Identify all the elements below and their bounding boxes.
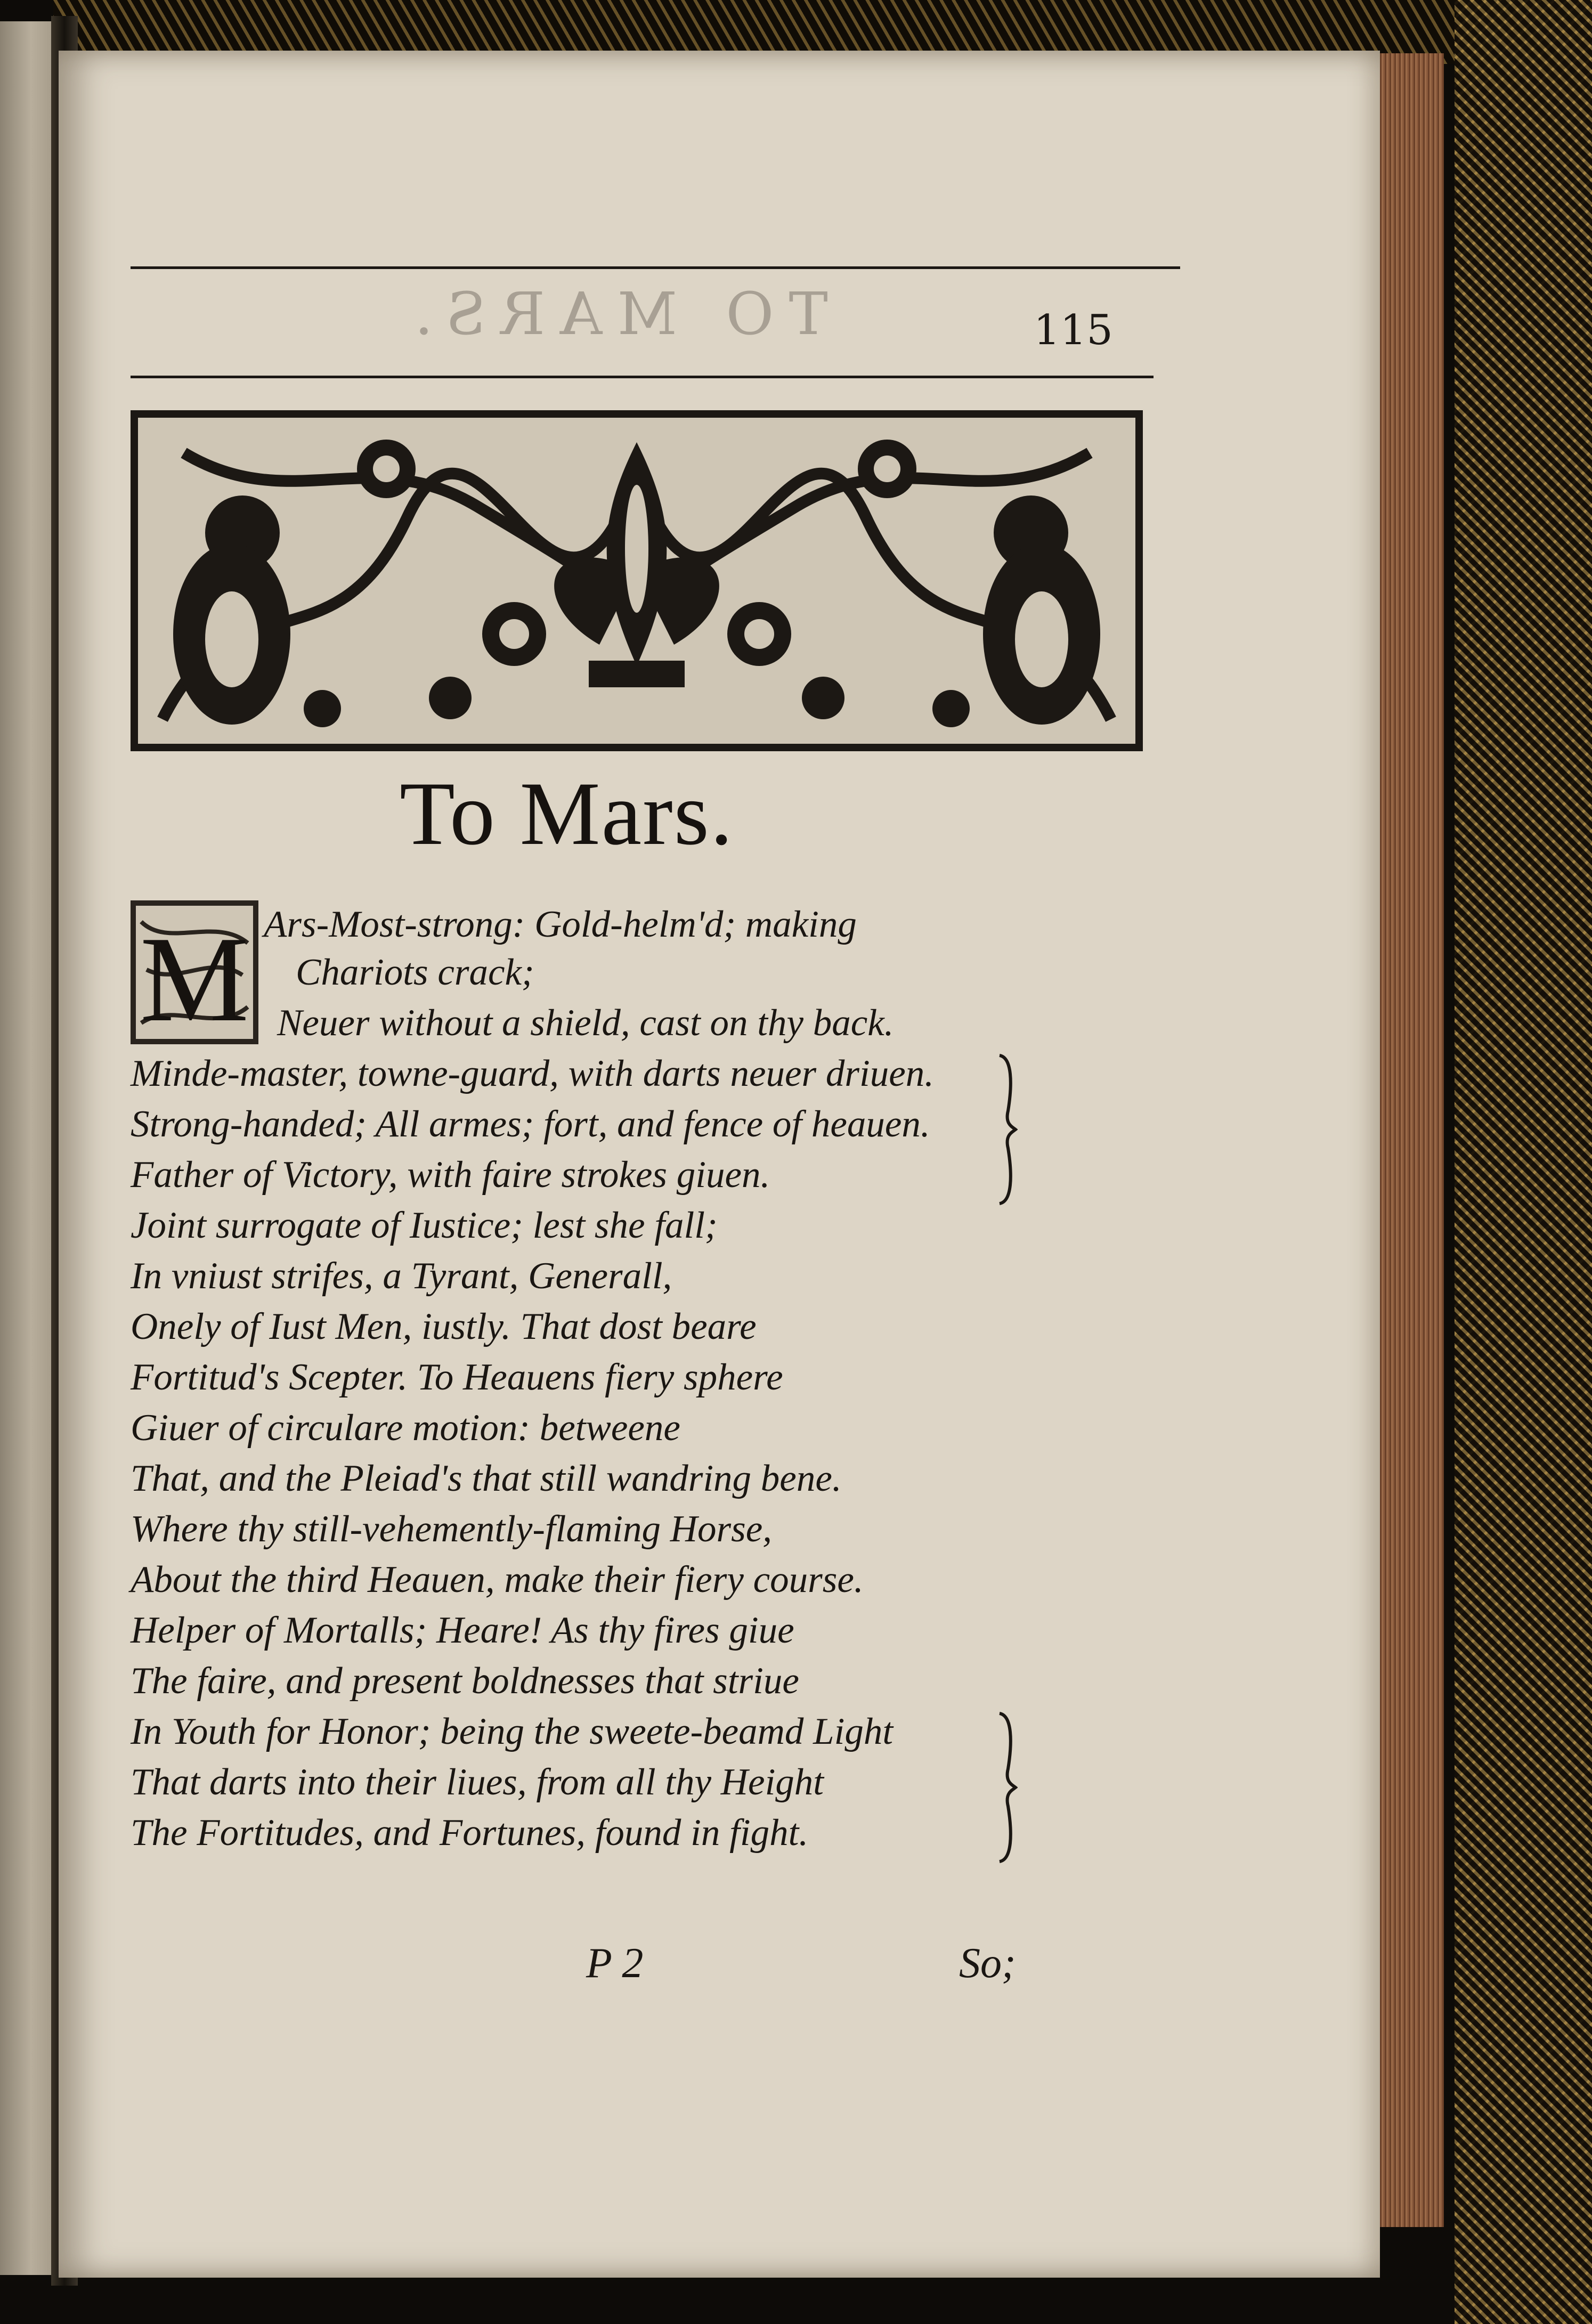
verse-line-17: In Youth for Honor; being the sweete-beamd Light — [131, 1711, 894, 1752]
triplet-brace-2 — [996, 1710, 1018, 1865]
running-head-show-through: TO MARS. — [400, 280, 828, 348]
verse-line-18: That darts into their liues, from all thy Height — [131, 1761, 824, 1803]
verse-line-13: Where thy still-vehemently-flaming Horse, — [131, 1508, 773, 1550]
verse-line-1: Ars-Most-strong: Gold-helm'd; making — [264, 904, 857, 945]
verse-line-3: Neuer without a shield, cast on thy back. — [277, 1002, 894, 1044]
head-rule — [131, 376, 1154, 378]
verse-line-8: In vniust strifes, a Tyrant, Generall, — [131, 1255, 672, 1297]
triplet-brace-1 — [996, 1052, 1018, 1207]
verse-line-11: Giuer of circulare motion: betweene — [131, 1407, 680, 1449]
verse-line-16: The faire, and present boldnesses that striue — [131, 1660, 799, 1702]
ornamental-headpiece — [131, 410, 1143, 751]
facing-page-left — [0, 21, 56, 2275]
page-number: 115 — [1034, 306, 1113, 354]
verse-line-15: Helper of Mortalls; Heare! As thy fires giue — [131, 1610, 794, 1651]
catchword: So; — [959, 1940, 1016, 1987]
verse-line-7: Joint surrogate of Iustice; lest she fall; — [131, 1205, 718, 1246]
verse-line-10: Fortitud's Scepter. To Heauens fiery sphere — [131, 1356, 783, 1398]
gilt-binding-edge — [1455, 0, 1592, 2324]
verse-line-5: Strong-handed; All armes; fort, and fence of heauen. — [131, 1103, 930, 1145]
verse-line-14: About the third Heauen, make their fiery course. — [131, 1559, 864, 1600]
svg-text:M: M — [140, 911, 249, 1044]
verse-line-6: Father of Victory, with faire strokes giuen. — [131, 1154, 770, 1196]
signature-mark: P 2 — [586, 1940, 644, 1987]
top-rule — [131, 266, 1180, 269]
verse-line-4: Minde-master, towne-guard, with darts neuer driuen. — [131, 1053, 934, 1094]
verse-line-19: The Fortitudes, and Fortunes, found in fight. — [131, 1812, 809, 1854]
poem-title: To Mars. — [400, 763, 734, 864]
verse-line-12: That, and the Pleiad's that still wandring bene. — [131, 1458, 842, 1499]
decorated-initial — [131, 900, 258, 1044]
verse-line-2: Chariots crack; — [296, 952, 534, 993]
verse-line-9: Onely of Iust Men, iustly. That dost beare — [131, 1306, 757, 1347]
